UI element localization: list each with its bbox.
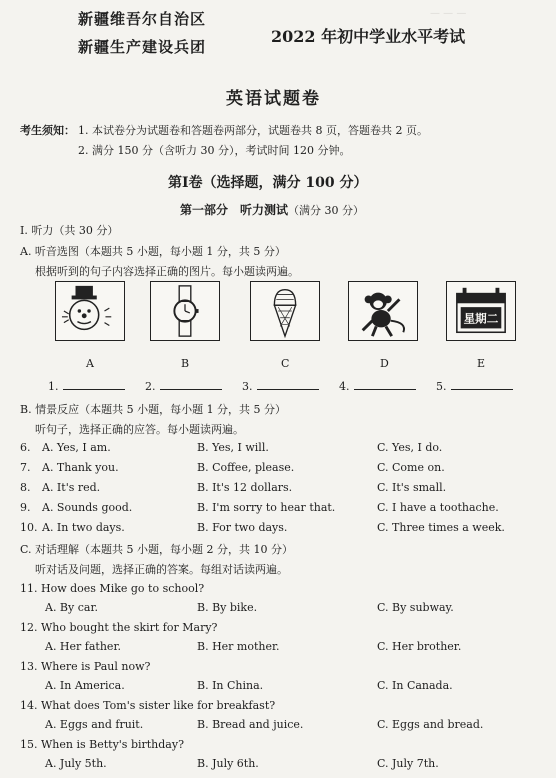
calendar-tuesday-icon xyxy=(447,282,515,340)
question-9-option-b[interactable]: B. I'm sorry to hear that. xyxy=(197,501,336,514)
question-7-num: 7. xyxy=(20,461,31,474)
question-8-option-b[interactable]: B. It's 12 dollars. xyxy=(197,481,293,494)
picture-c xyxy=(250,281,320,341)
question-15-option-c[interactable]: C. July 7th. xyxy=(377,757,439,770)
calendar-text: 星期二 xyxy=(463,311,499,326)
question-8-option-a[interactable]: A. It's red. xyxy=(42,481,101,494)
question-13-option-c[interactable]: C. In Canada. xyxy=(377,679,453,692)
section-a-instruction: 根据听到的句子内容选择正确的图片。每小题读两遍。 xyxy=(35,265,299,278)
picture-e xyxy=(446,281,516,341)
question-12-option-b[interactable]: B. Her mother. xyxy=(197,640,280,653)
section-a-title: A. 听音选图（本题共 5 小题，每小题 1 分，共 5 分） xyxy=(20,245,286,258)
picture-label-d: D xyxy=(380,357,389,370)
region-line-2: 新疆生产建设兵团 xyxy=(78,38,207,56)
question-14-option-a[interactable]: A. Eggs and fruit. xyxy=(45,718,144,731)
picture-b xyxy=(150,281,220,341)
blank-line xyxy=(63,380,125,390)
picture-label-a: A xyxy=(86,357,94,370)
question-9-num: 9. xyxy=(20,501,31,514)
answer-blank-num: 2. xyxy=(145,380,156,393)
question-9-option-a[interactable]: A. Sounds good. xyxy=(42,501,133,514)
part-1-title-text: 第一部分 听力测试 xyxy=(180,203,289,217)
question-13-option-b[interactable]: B. In China. xyxy=(197,679,264,692)
question-11-option-a[interactable]: A. By car. xyxy=(45,601,98,614)
section-b-instruction: 听句子，选择正确的应答。每小题读两遍。 xyxy=(35,423,244,436)
man-with-toothache-icon xyxy=(56,282,124,340)
question-11-option-c[interactable]: C. By subway. xyxy=(377,601,454,614)
wristwatch-icon xyxy=(151,282,219,340)
question-6-option-c[interactable]: C. Yes, I do. xyxy=(377,441,443,454)
picture-label-b: B xyxy=(181,357,190,370)
picture-a xyxy=(55,281,125,341)
question-15-option-a[interactable]: A. July 5th. xyxy=(45,757,107,770)
part-1-title xyxy=(180,201,364,218)
answer-blank-num: 5. xyxy=(436,380,447,393)
monkey-icon xyxy=(349,282,417,340)
answer-blank-5[interactable] xyxy=(436,380,513,393)
exam-title: 2022 年初中学业水平考试 xyxy=(271,27,466,46)
question-12-option-c[interactable]: C. Her brother. xyxy=(377,640,462,653)
question-10-option-a[interactable]: A. In two days. xyxy=(42,521,125,534)
picture-label-c: C xyxy=(281,357,290,370)
question-6-num: 6. xyxy=(20,441,31,454)
answer-blank-num: 3. xyxy=(242,380,253,393)
question-12-text: 12. Who bought the skirt for Mary? xyxy=(20,621,218,634)
picture-d xyxy=(348,281,418,341)
answer-blank-1[interactable] xyxy=(48,380,125,393)
ice-cream-cone-icon xyxy=(251,282,319,340)
question-12-option-a[interactable]: A. Her father. xyxy=(45,640,121,653)
question-11-option-b[interactable]: B. By bike. xyxy=(197,601,258,614)
question-10-num: 10. xyxy=(20,521,38,534)
blank-line xyxy=(451,380,513,390)
section-i-title: Ⅰ. 听力（共 30 分） xyxy=(20,224,119,237)
notice-label: 考生须知： xyxy=(20,124,75,137)
region-line-1: 新疆维吾尔自治区 xyxy=(78,10,207,28)
question-7-option-c[interactable]: C. Come on. xyxy=(377,461,445,474)
part-1-score: （满分 30 分） xyxy=(288,204,365,217)
question-13-option-a[interactable]: A. In America. xyxy=(45,679,125,692)
blank-line xyxy=(354,380,416,390)
question-6-option-a[interactable]: A. Yes, I am. xyxy=(42,441,111,454)
question-15-option-b[interactable]: B. July 6th. xyxy=(197,757,259,770)
question-6-option-b[interactable]: B. Yes, I will. xyxy=(197,441,269,454)
question-13-text: 13. Where is Paul now? xyxy=(20,660,151,673)
notice-item-2: 2. 满分 150 分（含听力 30 分），考试时间 120 分钟。 xyxy=(78,144,351,157)
picture-label-e: E xyxy=(477,357,486,370)
section-c-instruction: 听对话及问题，选择正确的答案。每组对话读两遍。 xyxy=(35,563,288,576)
question-14-text: 14. What does Tom's sister like for breakfast? xyxy=(20,699,276,712)
question-8-option-c[interactable]: C. It's small. xyxy=(377,481,447,494)
question-15-text: 15. When is Betty's birthday? xyxy=(20,738,184,751)
answer-blank-2[interactable] xyxy=(145,380,222,393)
section-c-title: C. 对话理解（本题共 5 小题，每小题 2 分，共 10 分） xyxy=(20,543,293,556)
answer-blank-3[interactable] xyxy=(242,380,319,393)
question-14-option-c[interactable]: C. Eggs and bread. xyxy=(377,718,484,731)
question-8-num: 8. xyxy=(20,481,31,494)
section-b-title: B. 情景反应（本题共 5 小题，每小题 1 分，共 5 分） xyxy=(20,403,287,416)
answer-blank-4[interactable] xyxy=(339,380,416,393)
question-9-option-c[interactable]: C. I have a toothache. xyxy=(377,501,499,514)
answer-blank-num: 1. xyxy=(48,380,59,393)
paper-title: 英语试题卷 xyxy=(226,89,321,109)
bleed-through-text: — — — xyxy=(430,8,467,19)
question-11-text: 11. How does Mike go to school? xyxy=(20,582,205,595)
question-7-option-b[interactable]: B. Coffee, please. xyxy=(197,461,295,474)
question-14-option-b[interactable]: B. Bread and juice. xyxy=(197,718,304,731)
blank-line xyxy=(257,380,319,390)
answer-blank-num: 4. xyxy=(339,380,350,393)
volume-title: 第Ⅰ卷（选择题，满分 100 分） xyxy=(168,175,368,191)
question-10-option-b[interactable]: B. For two days. xyxy=(197,521,288,534)
question-10-option-c[interactable]: C. Three times a week. xyxy=(377,521,505,534)
blank-line xyxy=(160,380,222,390)
question-7-option-a[interactable]: A. Thank you. xyxy=(42,461,119,474)
notice-item-1: 1. 本试卷分为试题卷和答题卷两部分，试题卷共 8 页，答题卷共 2 页。 xyxy=(78,124,428,137)
